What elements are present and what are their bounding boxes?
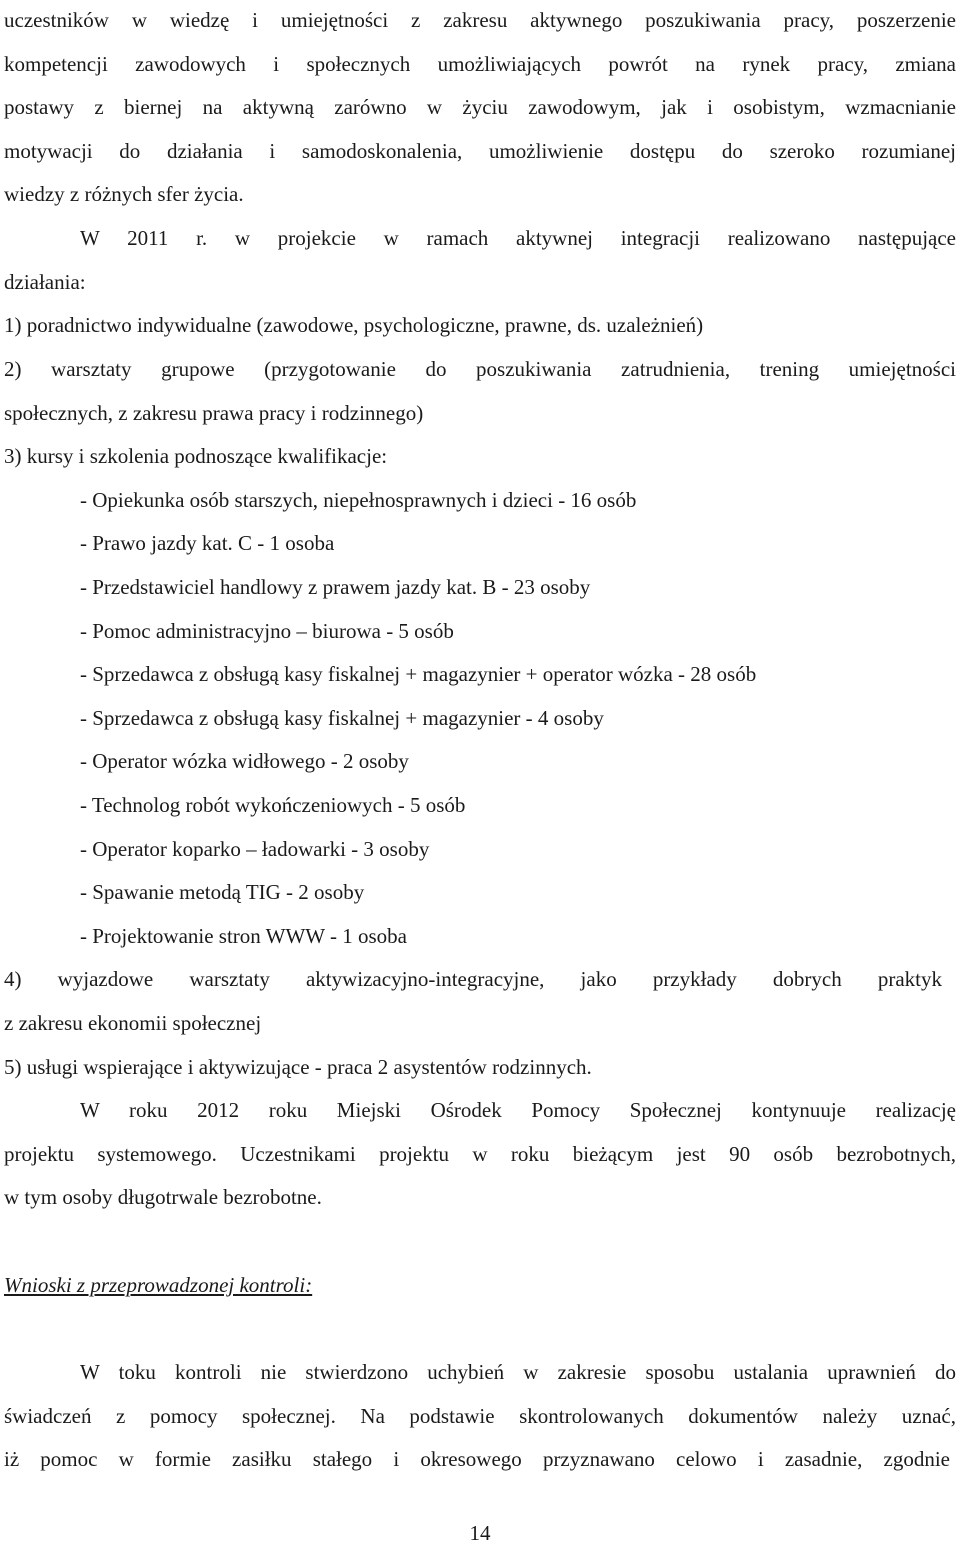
paragraph-line: uczestników w wiedzę i umiejętności z zakresu aktywnego poszukiwania pracy, poszerzenie <box>4 8 956 32</box>
list-item: 2) warsztaty grupowe (przygotowanie do poszukiwania zatrudnienia, trening umiejętności <box>4 357 956 381</box>
course-item: - Operator wózka widłowego - 2 osoby <box>80 749 409 773</box>
paragraph-line: iż pomoc w formie zasiłku stałego i okresowego przyznawano celowo i zasadnie, zgodnie <box>4 1447 950 1471</box>
paragraph-line: w tym osoby długotrwale bezrobotne. <box>4 1185 322 1209</box>
course-item: - Projektowanie stron WWW - 1 osoba <box>80 924 407 948</box>
paragraph-line: W toku kontroli nie stwierdzono uchybień w zakresie sposobu ustalania uprawnień do <box>80 1360 956 1384</box>
page-number: 14 <box>469 1521 491 1545</box>
course-item: - Operator koparko – ładowarki - 3 osoby <box>80 837 430 861</box>
course-item: - Opiekunka osób starszych, niepełnosprawnych i dzieci - 16 osób <box>80 488 637 512</box>
list-item: 5) usługi wspierające i aktywizujące - praca 2 asystentów rodzinnych. <box>4 1055 592 1079</box>
paragraph-line: W 2011 r. w projekcie w ramach aktywnej integracji realizowano następujące <box>80 226 956 250</box>
paragraph-line: motywacji do działania i samodoskonalenia, umożliwienie dostępu do szeroko rozumianej <box>4 139 956 163</box>
paragraph-line: świadczeń z pomocy społecznej. Na podstawie skontrolowanych dokumentów należy uznać, <box>4 1404 956 1428</box>
course-item: - Pomoc administracyjno – biurowa - 5 osób <box>80 619 454 643</box>
course-item: - Sprzedawca z obsługą kasy fiskalnej + magazynier - 4 osoby <box>80 706 604 730</box>
paragraph-line: kompetencji zawodowych i społecznych umożliwiających powrót na rynek pracy, zmiana <box>4 52 956 76</box>
paragraph-line: działania: <box>4 270 86 294</box>
list-item: 4) wyjazdowe warsztaty aktywizacyjno-integracyjne, jako przykłady dobrych praktyk <box>4 967 942 991</box>
section-heading: Wnioski z przeprowadzonej kontroli: <box>4 1273 313 1297</box>
course-item: - Przedstawiciel handlowy z prawem jazdy kat. B - 23 osoby <box>80 575 591 599</box>
course-item: - Sprzedawca z obsługą kasy fiskalnej + magazynier + operator wózka - 28 osób <box>80 662 757 686</box>
list-item: z zakresu ekonomii społecznej <box>4 1011 262 1035</box>
list-item: 3) kursy i szkolenia podnoszące kwalifikacje: <box>4 444 388 468</box>
paragraph-line: wiedzy z różnych sfer życia. <box>4 182 244 206</box>
paragraph-line: projektu systemowego. Uczestnikami projektu w roku bieżącym jest 90 osób bezrobotnych, <box>4 1142 956 1166</box>
course-item: - Prawo jazdy kat. C - 1 osoba <box>80 531 335 555</box>
paragraph-line: postawy z biernej na aktywną zarówno w życiu zawodowym, jak i osobistym, wzmacnianie <box>4 95 956 119</box>
course-item: - Technolog robót wykończeniowych - 5 osób <box>80 793 466 817</box>
course-item: - Spawanie metodą TIG - 2 osoby <box>80 880 365 904</box>
paragraph-line: W roku 2012 roku Miejski Ośrodek Pomocy Społecznej kontynuuje realizację <box>80 1098 956 1122</box>
list-item: społecznych, z zakresu prawa pracy i rodzinnego) <box>4 401 424 425</box>
list-item: 1) poradnictwo indywidualne (zawodowe, psychologiczne, prawne, ds. uzależnień) <box>4 313 704 337</box>
